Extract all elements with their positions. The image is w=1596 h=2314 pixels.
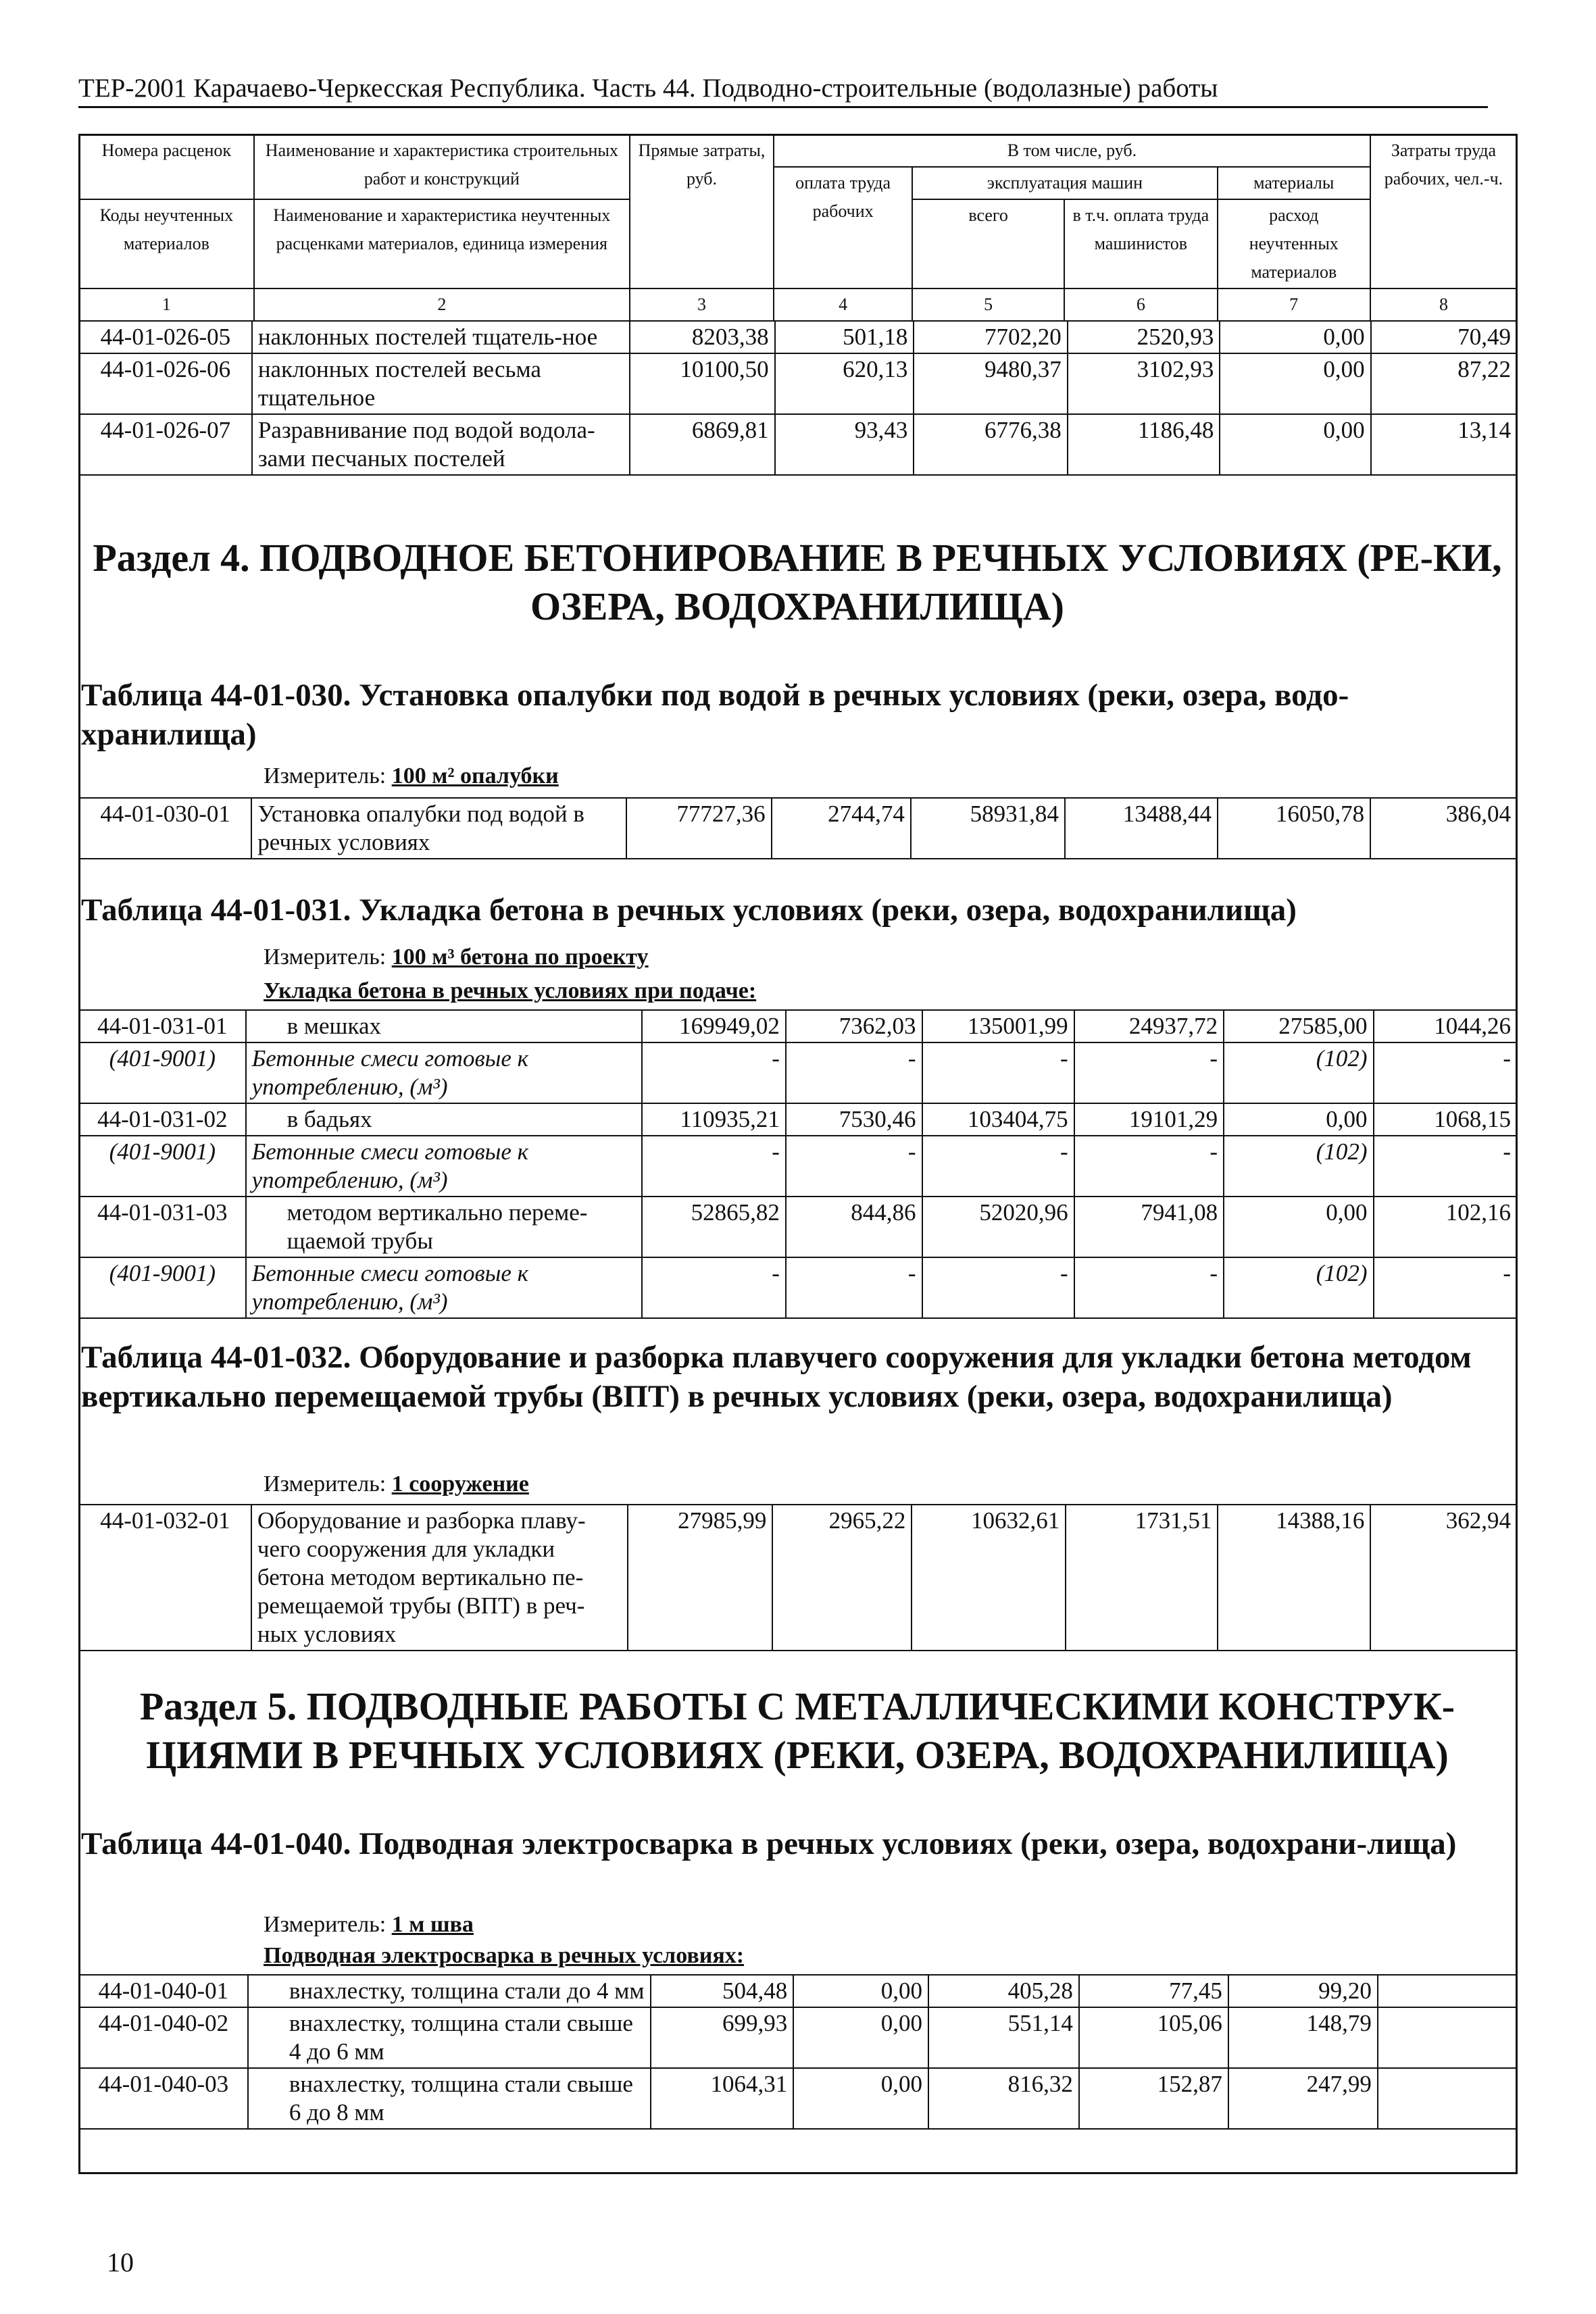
table-040-label: Таблица 44-01-040. (81, 1826, 351, 1861)
row-c7: (102) (1224, 1042, 1373, 1103)
header-vsego: всего (912, 199, 1064, 288)
row-c5: 7702,20 (914, 321, 1067, 353)
row-c6: 152,87 (1079, 2068, 1228, 2129)
row-c3: 1064,31 (651, 2068, 793, 2129)
row-c6: 3102,93 (1068, 353, 1220, 414)
row-c3: - (642, 1136, 786, 1197)
column-header-table (78, 134, 1518, 322)
row-c8 (1378, 2007, 1517, 2068)
row-c8: 13,14 (1371, 414, 1517, 475)
table-032-label: Таблица 44-01-032. (81, 1340, 351, 1375)
row-c5: - (922, 1257, 1074, 1318)
table-031-subhead: Укладка бетона в речных условиях при подаче: (264, 978, 757, 1003)
meter-prefix: Измеритель: (264, 1472, 392, 1496)
row-c4: 0,00 (793, 1975, 928, 2007)
row-c7: 148,79 (1228, 2007, 1378, 2068)
row-c7: 27585,00 (1224, 1010, 1373, 1042)
header-vtch: в т.ч. оплата труда машинистов (1064, 199, 1218, 288)
row-c6: - (1074, 1042, 1224, 1103)
table-row (79, 1136, 1517, 1197)
row-c5: 58931,84 (911, 798, 1065, 859)
section-4-title: Раздел 4. ПОДВОДНОЕ БЕТОНИРОВАНИЕ В РЕЧНЫХ УСЛОВИЯХ (РЕ-КИ, ОЗЕРА, ВОДОХРАНИЛИЩА) (93, 536, 1502, 628)
row-name: Бетонные смеси готовые к употреблению, (м³) (246, 1257, 643, 1318)
colnum-3: 3 (630, 288, 774, 321)
table-030-label: Таблица 44-01-030. (81, 678, 351, 713)
table-031-meter (264, 945, 649, 970)
table-030-title (81, 676, 1514, 754)
row-name: в мешках (246, 1010, 643, 1042)
header-naim2: Наименование и характеристика неучтенных расценками материалов, единица измерения (254, 199, 630, 288)
row-c5: 103404,75 (922, 1103, 1074, 1136)
row-c3: - (642, 1257, 786, 1318)
table-032-meter (264, 1472, 529, 1497)
row-c6: 77,45 (1079, 1975, 1228, 2007)
header-rashod: расход неучтенных материалов (1218, 199, 1370, 288)
row-code: 44-01-031-02 (79, 1103, 246, 1136)
row-name: внахлестку, толщина стали свыше 4 до 6 мм (248, 2007, 651, 2068)
table-row (79, 2068, 1517, 2129)
row-c3: 504,48 (651, 1975, 793, 2007)
row-c6: - (1074, 1257, 1224, 1318)
row-c4: - (786, 1136, 922, 1197)
meter-unit: 100 м² опалубки (391, 763, 559, 788)
row-c4: 2744,74 (772, 798, 911, 859)
table-row (79, 353, 1517, 414)
colnum-6: 6 (1064, 288, 1218, 321)
meter-unit: 1 м шва (391, 1912, 474, 1937)
colnum-8: 8 (1370, 288, 1517, 321)
row-c4: 7530,46 (786, 1103, 922, 1136)
table-030-text: Установка опалубки под водой в речных условиях (реки, озера, водо-хранилища) (81, 678, 1349, 752)
table-row (79, 1257, 1517, 1318)
row-c8: 1068,15 (1374, 1103, 1518, 1136)
row-code: (401-9001) (79, 1136, 246, 1197)
row-code: 44-01-032-01 (79, 1505, 251, 1651)
row-name: Разравнивание под водой водола-зами песчаных постелей (252, 414, 630, 475)
row-c3: 699,93 (651, 2007, 793, 2068)
table-032-title (81, 1338, 1514, 1416)
header-pryamye: Прямые затраты, руб. (630, 134, 774, 288)
meter-unit: 100 м³ бетона по проекту (391, 945, 649, 970)
header-oplata: оплата труда рабочих (774, 167, 912, 288)
row-c8: 87,22 (1371, 353, 1517, 414)
header-zatraty: Затраты труда рабочих, чел.-ч. (1370, 134, 1517, 288)
row-c6: 24937,72 (1074, 1010, 1224, 1042)
row-c3: 169949,02 (642, 1010, 786, 1042)
table-031-title (81, 890, 1514, 930)
row-c6: 2520,93 (1068, 321, 1220, 353)
meter-prefix: Измеритель: (264, 945, 392, 970)
row-c4: 0,00 (793, 2068, 928, 2129)
row-c7: 0,00 (1220, 353, 1370, 414)
table-040-subhead: Подводная электросварка в речных условиях: (264, 1943, 745, 1968)
row-c6: 105,06 (1079, 2007, 1228, 2068)
row-c3: 10100,50 (630, 353, 775, 414)
row-c4: 501,18 (775, 321, 914, 353)
row-code: 44-01-026-06 (79, 353, 252, 414)
row-c5: - (922, 1042, 1074, 1103)
row-c7: 16050,78 (1218, 798, 1370, 859)
colnum-2: 2 (254, 288, 630, 321)
row-name: внахлестку, толщина стали свыше 6 до 8 мм (248, 2068, 651, 2129)
row-c7: 0,00 (1224, 1197, 1373, 1257)
table-040-title (81, 1824, 1514, 1863)
colnum-5: 5 (912, 288, 1064, 321)
row-c8: - (1374, 1042, 1518, 1103)
row-c8: 386,04 (1370, 798, 1517, 859)
row-c7: 0,00 (1224, 1103, 1373, 1136)
row-c5: 405,28 (928, 1975, 1079, 2007)
table-030-rows (78, 797, 1518, 859)
table-040-text: Подводная электросварка в речных условиях (реки, озера, водохрани-лища) (359, 1826, 1457, 1861)
header-kody: Коды неучтенных материалов (79, 199, 254, 288)
row-c6: 7941,08 (1074, 1197, 1224, 1257)
row-c8 (1378, 1975, 1517, 2007)
row-c4: - (786, 1257, 922, 1318)
row-c3: 27985,99 (628, 1505, 773, 1651)
meter-unit: 1 сооружение (391, 1472, 529, 1496)
table-row (79, 798, 1517, 859)
row-code: 44-01-040-03 (79, 2068, 248, 2129)
row-c7: (102) (1224, 1257, 1373, 1318)
header-ekspl: эксплуатация машин (912, 167, 1217, 199)
row-name: Установка опалубки под водой в речных условиях (251, 798, 626, 859)
colnum-4: 4 (774, 288, 912, 321)
page-number: 10 (107, 2247, 134, 2278)
row-c3: 52865,82 (642, 1197, 786, 1257)
table-031-label: Таблица 44-01-031. (81, 892, 351, 928)
table-row (79, 414, 1517, 475)
row-c5: 52020,96 (922, 1197, 1074, 1257)
row-c6: - (1074, 1136, 1224, 1197)
row-name: Бетонные смеси готовые к употреблению, (м³) (246, 1042, 643, 1103)
colnum-1: 1 (79, 288, 254, 321)
row-c7: 0,00 (1220, 414, 1370, 475)
row-c6: 1186,48 (1068, 414, 1220, 475)
row-code: 44-01-030-01 (79, 798, 251, 859)
row-name: наклонных постелей весьма тщательное (252, 353, 630, 414)
row-code: 44-01-040-01 (79, 1975, 248, 2007)
row-code: (401-9001) (79, 1257, 246, 1318)
row-name: внахлестку, толщина стали до 4 мм (248, 1975, 651, 2007)
row-c4: 2965,22 (772, 1505, 912, 1651)
row-c8: 70,49 (1371, 321, 1517, 353)
table-row (79, 321, 1517, 353)
meter-prefix: Измеритель: (264, 1912, 392, 1937)
row-c3: 110935,21 (642, 1103, 786, 1136)
row-c7: 99,20 (1228, 1975, 1378, 2007)
row-c3: - (642, 1042, 786, 1103)
row-c5: 9480,37 (914, 353, 1067, 414)
row-c4: 0,00 (793, 2007, 928, 2068)
row-c4: 93,43 (775, 414, 914, 475)
row-c7: 14388,16 (1218, 1505, 1370, 1651)
table-row (79, 1042, 1517, 1103)
table-row (79, 1197, 1517, 1257)
row-c5: 6776,38 (914, 414, 1067, 475)
row-c8: - (1374, 1136, 1518, 1197)
row-c5: 551,14 (928, 2007, 1079, 2068)
section-5-title: Раздел 5. ПОДВОДНЫЕ РАБОТЫ С МЕТАЛЛИЧЕСКИМИ КОНСТРУК-ЦИЯМИ В РЕЧНЫХ УСЛОВИЯХ (РЕКИ, ОЗЕРА, ВОДОХРАНИЛИЩА) (139, 1684, 1455, 1777)
row-c5: - (922, 1136, 1074, 1197)
row-code: 44-01-026-05 (79, 321, 252, 353)
table-040-meter (264, 1912, 474, 1938)
row-name: в бадьях (246, 1103, 643, 1136)
row-code: 44-01-031-03 (79, 1197, 246, 1257)
table-031-text: Укладка бетона в речных условиях (реки, озера, водохранилища) (359, 892, 1297, 928)
table-row (79, 1103, 1517, 1136)
row-code: 44-01-040-02 (79, 2007, 248, 2068)
row-name: Бетонные смеси готовые к употреблению, (м³) (246, 1136, 643, 1197)
row-c7: (102) (1224, 1136, 1373, 1197)
row-c8: - (1374, 1257, 1518, 1318)
row-c4: 844,86 (786, 1197, 922, 1257)
row-c8: 362,94 (1370, 1505, 1517, 1651)
row-c4: 620,13 (775, 353, 914, 414)
row-c8: 102,16 (1374, 1197, 1518, 1257)
table-row (79, 1975, 1517, 2007)
row-c5: 135001,99 (922, 1010, 1074, 1042)
row-c5: 816,32 (928, 2068, 1079, 2129)
row-name: наклонных постелей тщатель-ное (252, 321, 630, 353)
table-row (79, 1010, 1517, 1042)
header-v-tom: В том числе, руб. (774, 134, 1370, 167)
page-header: ТЕР-2001 Карачаево-Черкесская Республика. Часть 44. Подводно-строительные (водолазные) работы (78, 73, 1488, 108)
row-c8: 1044,26 (1374, 1010, 1518, 1042)
table-row (79, 1505, 1517, 1651)
row-c6: 1731,51 (1066, 1505, 1218, 1651)
row-c6: 13488,44 (1065, 798, 1218, 859)
header-naim1: Наименование и характеристика строительных работ и конструкций (254, 134, 630, 199)
row-name: Оборудование и разборка плаву-чего сооружения для укладки бетона методом вертикально пе-ремещаемой трубы (ВПТ) в реч-ных условиях (251, 1505, 628, 1651)
row-c5: 10632,61 (912, 1505, 1066, 1651)
table-026-rows (78, 320, 1518, 476)
meter-prefix: Измеритель: (264, 763, 392, 788)
row-code: 44-01-031-01 (79, 1010, 246, 1042)
row-c3: 8203,38 (630, 321, 775, 353)
row-code: (401-9001) (79, 1042, 246, 1103)
row-c4: - (786, 1042, 922, 1103)
row-c3: 6869,81 (630, 414, 775, 475)
table-031-rows (78, 1009, 1518, 1319)
row-c6: 19101,29 (1074, 1103, 1224, 1136)
row-c8 (1378, 2068, 1517, 2129)
header-nomera: Номера расценок (79, 134, 254, 199)
row-c4: 7362,03 (786, 1010, 922, 1042)
row-c7: 0,00 (1220, 321, 1370, 353)
table-032-rows (78, 1504, 1518, 1651)
table-040-rows (78, 1974, 1518, 2130)
row-name: методом вертикально переме-щаемой трубы (246, 1197, 643, 1257)
row-code: 44-01-026-07 (79, 414, 252, 475)
table-032-text: Оборудование и разборка плавучего сооружения для укладки бетона методом вертикально перемещаемой трубы (ВПТ) в речных условиях (реки, озера, водохранилища) (81, 1340, 1472, 1414)
row-c7: 247,99 (1228, 2068, 1378, 2129)
header-materialy: материалы (1218, 167, 1370, 199)
row-c3: 77727,36 (626, 798, 772, 859)
table-row (79, 2007, 1517, 2068)
colnum-7: 7 (1218, 288, 1370, 321)
table-030-meter (264, 763, 559, 789)
